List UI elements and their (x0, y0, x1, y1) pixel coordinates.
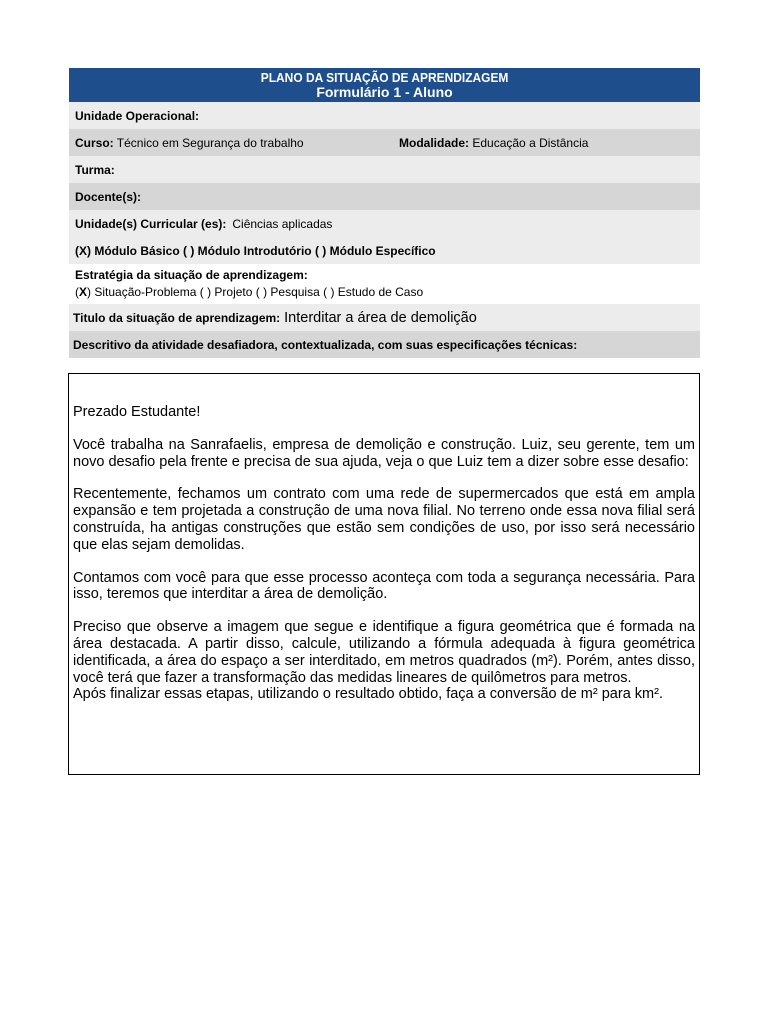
row-curso (69, 129, 700, 156)
form-title: PLANO DA SITUAÇÃO DE APRENDIZAGEM (260, 70, 509, 85)
row-turma (69, 156, 700, 183)
paragraph-4: Preciso que observe a imagem que segue e identifique a figura geométrica que é formada na área destacada. A partir disso, calcule, utilizando a fórmula adequada à figura geométrica identificada, a área do espaço a ser interditado, em metros quadrados (m²). Porém, antes disso, você terá que fazer a transformação das medidas lineares de quilômetros para metros. (73, 619, 695, 686)
greeting: Prezado Estudante! (73, 404, 201, 420)
titulo-value: Interditar a área de demolição (284, 309, 477, 326)
estrategia-open: ( (75, 285, 79, 299)
row-unidade-operacional (69, 102, 700, 129)
curso-label: Curso: (75, 135, 114, 150)
estrategia-mark: X (79, 285, 88, 299)
modalidade-label: Modalidade: (399, 135, 470, 150)
unidade-curricular-label: Unidade(s) Curricular (es): (75, 216, 227, 231)
row-titulo (69, 304, 700, 331)
description-box (68, 373, 700, 775)
docente-label: Docente(s): (75, 189, 142, 204)
modulo-options: (X) Módulo Básico ( ) Módulo Introdutório ( ) Módulo Específico (75, 243, 436, 258)
row-unidade-curricular (69, 210, 700, 237)
estrategia-label: Estratégia da situação de aprendizagem: (75, 268, 308, 282)
form-subtitle: Formulário 1 - Aluno (316, 84, 453, 100)
row-docente (69, 183, 700, 210)
row-estrategia (69, 264, 700, 304)
unidade-operacional-label: Unidade Operacional: (75, 108, 200, 123)
descritivo-label: Descritivo da atividade desafiadora, contextualizada, com suas especificações técnicas: (73, 337, 578, 352)
titulo-label: Titulo da situação de aprendizagem: (73, 310, 281, 325)
paragraph-1: Você trabalha na Sanrafaelis, empresa de demolição e construção. Luiz, seu gerente, tem um novo desafio pela frente e precisa de sua ajuda, veja o que Luiz tem a dizer sobre esse desafio: (73, 436, 695, 470)
modalidade-value: Educação a Distância (472, 135, 589, 150)
turma-label: Turma: (75, 162, 115, 177)
row-modulo (69, 237, 700, 264)
paragraph-3: Contamos com você para que esse processo aconteça com toda a segurança necessária. Para isso, teremos que interditar a área de demolição. (73, 569, 695, 603)
unidade-curricular-value: Ciências aplicadas (232, 216, 333, 231)
estrategia-options (75, 284, 423, 301)
form-table (69, 68, 700, 358)
paragraph-2: Recentemente, fechamos um contrato com uma rede de supermercados que está em ampla expansão e tem projetada a construção de uma nova filial. No terreno onde essa nova filial será construída, ha antigas construções que estão sem condições de uso, por isso será necessário que elas sejam demolidas. (73, 486, 695, 553)
estrategia-rest: ) Situação-Problema ( ) Projeto ( ) Pesquisa ( ) Estudo de Caso (87, 285, 424, 299)
row-descritivo (69, 331, 700, 358)
curso-value: Técnico em Segurança do trabalho (116, 135, 304, 150)
paragraph-5: Após finalizar essas etapas, utilizando o resultado obtido, faça a conversão de m² para km². (73, 686, 663, 703)
form-header (69, 68, 700, 102)
